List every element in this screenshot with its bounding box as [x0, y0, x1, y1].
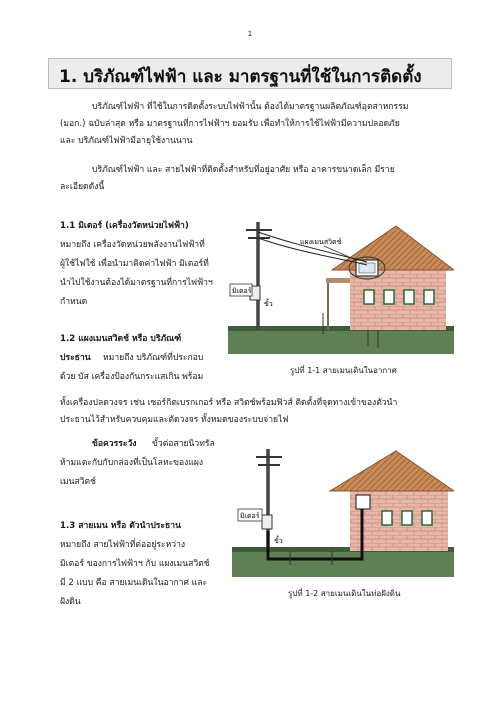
section-1-1-line-1: หมายถึง เครื่องวัดหน่วยพลังงานไฟฟ้าที่	[60, 240, 205, 250]
note-line-3: เมนสวิตช์	[60, 477, 96, 487]
section-1-2-line-5: ประธานไว้สำหรับควบคุมและตัดวงจร ทั้งหมดของระบบจ่ายไฟ	[60, 415, 289, 425]
figure-1-1-caption: รูปที่ 1-1 สายเมนเดินในอากาศ	[290, 366, 397, 375]
intro-line-1: บริภัณฑ์ไฟฟ้า ที่ใช้ในการติดตั้งระบบไฟฟ้านั้น ต้องได้มาตรฐานผลิตภัณฑ์อุตสาหกรรม	[92, 102, 409, 112]
section-1-2-line-3: ด้วย บัส เครื่องป้องกันกระแสเกิน พร้อม	[60, 372, 204, 382]
section-1-1-line-3: นำไปใช้งานต้องได้มาตรฐานที่การไฟฟ้าฯ	[60, 278, 213, 288]
intro-line-2: (มอก.) ฉบับล่าสุด หรือ มาตรฐานที่การไฟฟ้าฯ ยอมรับ เพื่อทำให้การใช้ไฟฟ้ามีความปลอดภัย	[60, 119, 400, 129]
section-1-2-heading-cont: ประธาน	[60, 353, 91, 363]
intro-line-3: และ บริภัณฑ์ไฟฟ้ามีอายุใช้งานนาน	[60, 136, 193, 146]
note-heading: ข้อควรระวัง	[92, 439, 137, 449]
section-1-3-line-4: ฝังดิน	[60, 597, 81, 607]
section-1-3-line-1: หมายถึง สายไฟฟ้าที่ต่ออยู่ระหว่าง	[60, 540, 186, 550]
figure-1-2-underground-service	[232, 447, 454, 579]
chapter-title-box	[48, 58, 452, 89]
chapter-title: 1. บริภัณฑ์ไฟฟ้า และ มาตรฐานที่ใช้ในการติดตั้ง	[59, 67, 422, 87]
figure-1-2-label-pole-conn: ขั้ว	[274, 537, 283, 545]
figure-1-1-overhead-service	[228, 218, 454, 356]
section-1-3-line-2: มิเตอร์ ของการไฟฟ้าฯ กับ แผงเมนสวิตช์	[60, 559, 210, 569]
figure-1-2-label-meter: มิเตอร์	[240, 512, 260, 520]
figure-1-1-label-meter: มิเตอร์	[232, 287, 252, 295]
section-1-1-heading: 1.1 มิเตอร์ (เครื่องวัดหน่วยไฟฟ้า)	[60, 221, 189, 231]
figure-1-1-label-panel: แผงเมนสวิตช์	[300, 238, 342, 246]
figure-1-2-caption: รูปที่ 1-2 สายเมนเดินในท่อฝังดิน	[288, 589, 401, 598]
section-1-2-line-2: หมายถึง บริภัณฑ์ที่ประกอบ	[103, 353, 204, 363]
section-1-3-heading: 1.3 สายเมน หรือ ตัวนำประธาน	[60, 521, 181, 531]
section-1-1-line-2: ผู้ใช้ไฟใช้ เพื่อนำมาคิดค่าไฟฟ้า มิเตอร์ที่	[60, 259, 209, 269]
intro-line-5: ละเอียดดังนี้	[60, 182, 105, 192]
intro-line-4: บริภัณฑ์ไฟฟ้า และ สายไฟฟ้าที่ติดตั้งสำหรับที่อยู่อาศัย หรือ อาคารขนาดเล็ก มีราย	[92, 165, 395, 175]
section-1-2-line-4: ทั้งเครื่องปลดวงจร เช่น เซอร์กิตเบรกเกอร์ หรือ สวิตช์พร้อมฟิวส์ ติดตั้งที่จุดทางเข้าของตัวนำ	[60, 398, 398, 408]
section-1-2-heading: 1.2 แผงเมนสวิตช์ หรือ บริภัณฑ์	[60, 334, 182, 344]
page-number: 1	[247, 30, 253, 38]
note-line-1: ขั้วต่อสายนิวทรัล	[152, 439, 215, 449]
figure-1-1-label-pole-conn: ขั้ว	[264, 300, 273, 308]
section-1-3-line-3: มี 2 แบบ คือ สายเมนเดินในอากาศ และ	[60, 578, 208, 588]
section-1-1-line-4: กำหนด	[60, 297, 88, 307]
note-line-2: ห้ามแตะกับกับกล่องที่เป็นโลหะของแผง	[60, 458, 204, 468]
